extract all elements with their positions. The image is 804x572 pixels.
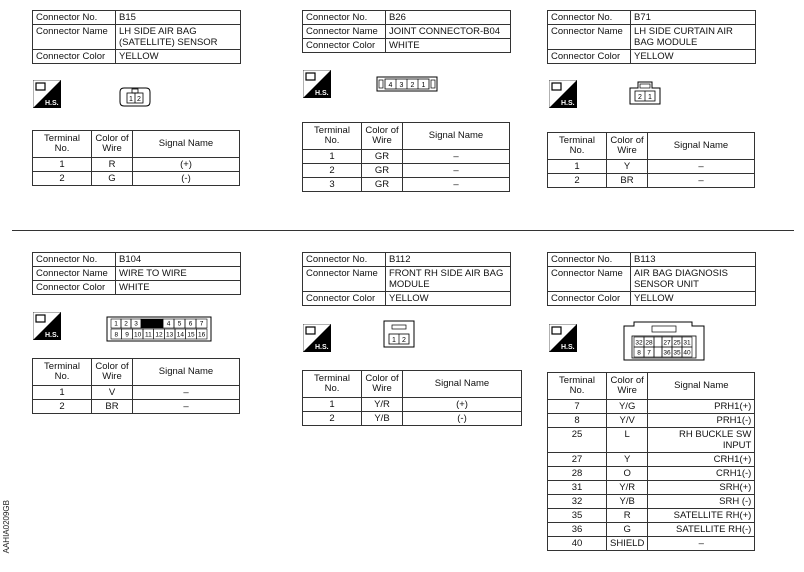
connector-name: LH SIDE AIR BAG (SATELLITE) SENSOR — [116, 25, 241, 50]
label-connector-no: Connector No. — [33, 253, 116, 267]
pin-label: 8 — [114, 331, 119, 339]
connector-face-b15 — [118, 86, 152, 108]
label-connector-name: Connector Name — [548, 267, 631, 292]
connector-color: YELLOW — [116, 50, 241, 64]
connector-name: WIRE TO WIRE — [116, 267, 241, 281]
header-signal-name: Signal Name — [133, 359, 240, 386]
hs-harness-side-icon — [303, 70, 331, 98]
table-row: 35 R SATELLITE RH(+) — [548, 509, 755, 523]
table-row: 2 GR – — [303, 164, 510, 178]
table-row: 7 Y/G PRH1(+) — [548, 400, 755, 414]
connector-name: FRONT RH SIDE AIR BAG MODULE — [386, 267, 511, 292]
pin-label: 35 — [673, 349, 681, 357]
pin-label: 11 — [144, 331, 152, 339]
hs-harness-side-icon — [303, 324, 331, 352]
header-signal-name: Signal Name — [403, 371, 522, 398]
connector-info-table — [547, 252, 756, 306]
connector-info-table — [32, 252, 241, 295]
label-connector-no: Connector No. — [303, 253, 386, 267]
pin-label: 36 — [663, 349, 671, 357]
terminal-table — [32, 130, 240, 186]
connector-color: WHITE — [116, 281, 241, 295]
table-row: 36 G SATELLITE RH(-) — [548, 523, 755, 537]
pin-label: 15 — [187, 331, 195, 339]
pin-label: 7 — [199, 320, 204, 328]
header-terminal-no: Terminal No. — [548, 133, 607, 160]
header-color-of-wire: Color of Wire — [607, 373, 648, 400]
terminal-block-b112 — [302, 370, 522, 426]
connector-name: LH SIDE CURTAIN AIR BAG MODULE — [631, 25, 756, 50]
terminal-block-b113 — [547, 372, 755, 551]
label-connector-name: Connector Name — [33, 25, 116, 50]
label-connector-no: Connector No. — [33, 11, 116, 25]
label-connector-color: Connector Color — [303, 39, 386, 53]
document-code: AAHIA0209GB — [2, 500, 11, 554]
label-connector-no: Connector No. — [303, 11, 386, 25]
svg-text:3: 3 — [399, 82, 404, 89]
label-connector-name: Connector Name — [33, 267, 116, 281]
terminal-block-b104 — [32, 358, 240, 414]
connector-face-b112 — [383, 320, 415, 348]
table-row: 1 GR – — [303, 150, 510, 164]
header-terminal-no: Terminal No. — [303, 123, 362, 150]
connector-info-table — [547, 10, 756, 64]
table-row: 40 SHIELD – — [548, 537, 755, 551]
pin-label: 10 — [134, 331, 142, 339]
connector-no: B26 — [386, 11, 511, 25]
table-row: 27 Y CRH1(+) — [548, 453, 755, 467]
hs-harness-side-icon — [549, 324, 577, 352]
header-terminal-no: Terminal No. — [33, 131, 92, 158]
pin-label: 6 — [188, 320, 193, 328]
terminal-table — [302, 122, 510, 192]
label-connector-color: Connector Color — [548, 292, 631, 306]
section-divider — [12, 230, 794, 231]
label-connector-color: Connector Color — [303, 292, 386, 306]
connector-no: B113 — [631, 253, 756, 267]
connector-block-b104 — [32, 252, 241, 295]
table-row: 2 Y/B (-) — [303, 412, 522, 426]
label-connector-color: Connector Color — [548, 50, 631, 64]
header-color-of-wire: Color of Wire — [607, 133, 648, 160]
connector-color: YELLOW — [631, 292, 756, 306]
table-row: 8 Y/V PRH1(-) — [548, 414, 755, 428]
terminal-table — [302, 370, 522, 426]
svg-text:H.S.: H.S. — [561, 344, 575, 351]
terminal-block-b26 — [302, 122, 510, 192]
svg-text:2: 2 — [402, 337, 406, 344]
pin-label: 12 — [155, 331, 163, 339]
connector-face-b104 — [106, 316, 212, 342]
table-row: 1 Y/R (+) — [303, 398, 522, 412]
table-row: 25 L RH BUCKLE SW INPUT — [548, 428, 755, 453]
terminal-table — [547, 132, 755, 188]
connector-block-b113 — [547, 252, 756, 306]
label-connector-color: Connector Color — [33, 281, 116, 295]
table-row: 2 G (-) — [33, 172, 240, 186]
terminal-table — [547, 372, 755, 551]
pin-label: 8 — [637, 349, 641, 357]
connector-info-table — [302, 10, 511, 53]
pin-label: 14 — [176, 331, 184, 339]
svg-text:H.S.: H.S. — [315, 90, 329, 97]
terminal-block-b15 — [32, 130, 240, 186]
hs-harness-side-icon — [549, 80, 577, 108]
table-row: 3 GR – — [303, 178, 510, 192]
svg-text:2: 2 — [410, 82, 415, 89]
pin-label: 13 — [166, 331, 174, 339]
svg-text:1: 1 — [421, 82, 426, 89]
connector-block-b71 — [547, 10, 756, 64]
pin-label: 1 — [114, 320, 118, 328]
pin-cell — [654, 347, 662, 357]
label-connector-no: Connector No. — [548, 253, 631, 267]
svg-text:4: 4 — [388, 82, 393, 89]
connector-name: JOINT CONNECTOR-B04 — [386, 25, 511, 39]
hs-harness-side-icon — [33, 312, 61, 340]
connector-face-b113 — [622, 320, 706, 362]
connector-block-b112 — [302, 252, 511, 306]
pin-label: 31 — [683, 339, 691, 347]
connector-info-table — [302, 252, 511, 306]
connector-face-b26 — [376, 76, 438, 92]
pin-2: 2 — [137, 96, 141, 103]
header-color-of-wire: Color of Wire — [92, 359, 133, 386]
table-row: 1 R (+) — [33, 158, 240, 172]
header-signal-name: Signal Name — [133, 131, 240, 158]
connector-block-b26 — [302, 10, 511, 53]
table-row: 31 Y/R SRH(+) — [548, 481, 755, 495]
header-color-of-wire: Color of Wire — [362, 123, 403, 150]
pin-label: 16 — [198, 331, 206, 339]
table-row: 1 V – — [33, 386, 240, 400]
pin-label: 4 — [166, 320, 171, 328]
pin-label: 5 — [177, 320, 182, 328]
label-connector-color: Connector Color — [33, 50, 116, 64]
svg-text:H.S.: H.S. — [45, 100, 59, 107]
connector-info-table — [32, 10, 241, 64]
connector-no: B71 — [631, 11, 756, 25]
pin-1: 1 — [129, 96, 133, 103]
connector-no: B112 — [386, 253, 511, 267]
header-signal-name: Signal Name — [403, 123, 510, 150]
connector-color: YELLOW — [386, 292, 511, 306]
terminal-table — [32, 358, 240, 414]
svg-text:1: 1 — [648, 94, 652, 101]
svg-text:H.S.: H.S. — [561, 100, 575, 107]
label-connector-name: Connector Name — [303, 25, 386, 39]
header-color-of-wire: Color of Wire — [362, 371, 403, 398]
pin-label: 9 — [125, 331, 129, 339]
pin-label: 25 — [673, 339, 681, 347]
label-connector-name: Connector Name — [548, 25, 631, 50]
connector-no: B104 — [116, 253, 241, 267]
pin-label: 2 — [124, 320, 128, 328]
table-row: 1 Y – — [548, 160, 755, 174]
svg-text:1: 1 — [392, 337, 396, 344]
pin-cell — [654, 337, 662, 347]
hs-harness-side-icon — [33, 80, 61, 108]
header-color-of-wire: Color of Wire — [92, 131, 133, 158]
table-row: 2 BR – — [548, 174, 755, 188]
pin-cell — [141, 319, 163, 328]
connector-face-b71 — [628, 80, 662, 106]
connector-no: B15 — [116, 11, 241, 25]
label-connector-no: Connector No. — [548, 11, 631, 25]
header-terminal-no: Terminal No. — [303, 371, 362, 398]
connector-color: YELLOW — [631, 50, 756, 64]
header-terminal-no: Terminal No. — [548, 373, 607, 400]
connector-color: WHITE — [386, 39, 511, 53]
table-row: 2 BR – — [33, 400, 240, 414]
header-signal-name: Signal Name — [648, 373, 755, 400]
connector-name: AIR BAG DIAGNOSIS SENSOR UNIT — [631, 267, 756, 292]
header-signal-name: Signal Name — [648, 133, 755, 160]
table-row: 28 O CRH1(-) — [548, 467, 755, 481]
pin-label: 3 — [134, 320, 138, 328]
svg-text:H.S.: H.S. — [315, 344, 329, 351]
pin-label: 28 — [645, 339, 653, 347]
table-row: 32 Y/B SRH (-) — [548, 495, 755, 509]
pin-label: 7 — [647, 349, 651, 357]
pin-label: 40 — [683, 349, 691, 357]
pin-label: 27 — [663, 339, 671, 347]
label-connector-name: Connector Name — [303, 267, 386, 292]
connector-block-b15 — [32, 10, 241, 64]
header-terminal-no: Terminal No. — [33, 359, 92, 386]
pin-label: 32 — [635, 339, 643, 347]
svg-text:2: 2 — [638, 94, 642, 101]
terminal-block-b71 — [547, 132, 755, 188]
svg-text:H.S.: H.S. — [45, 332, 59, 339]
